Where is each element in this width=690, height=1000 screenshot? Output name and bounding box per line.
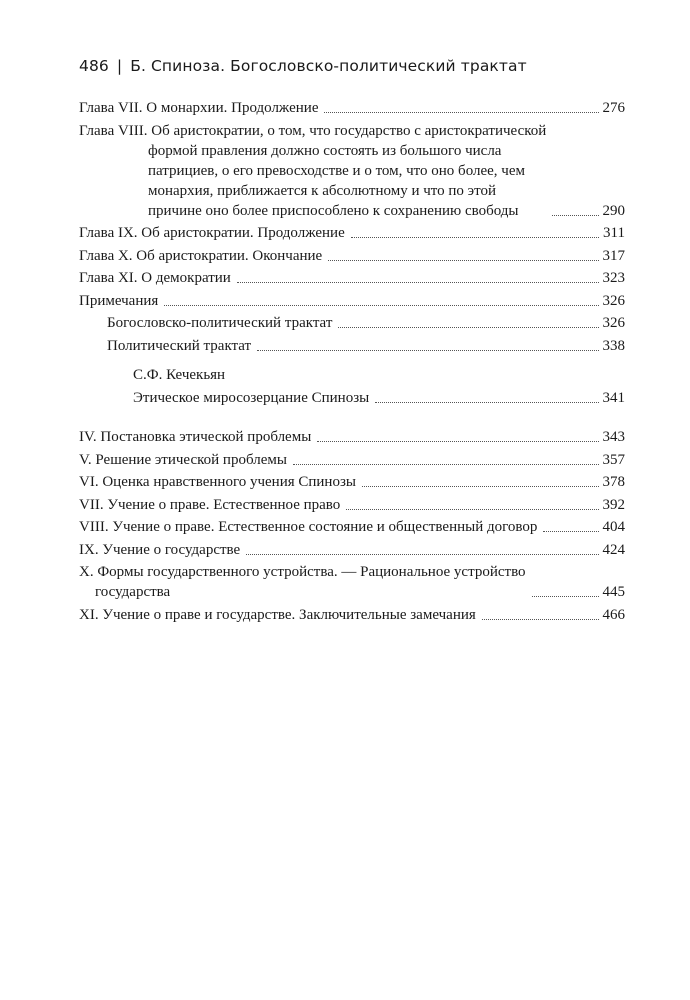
- header-title: Б. Спиноза. Богословско-политический трактат: [130, 57, 527, 75]
- toc-entry-title: [79, 223, 345, 243]
- toc-entry-page: 378: [602, 474, 625, 490]
- toc-entry-title-line: Глава VII. О монархии. Продолжение: [79, 100, 319, 116]
- toc-entry-page: 357: [602, 451, 625, 468]
- toc-entry-title: [79, 495, 340, 515]
- toc-entry-page: 404: [602, 519, 625, 535]
- dot-leader: [375, 402, 598, 403]
- toc-entry-title-line: патрициев, о его превосходстве и о том, что оно более, чем: [148, 162, 525, 179]
- toc-entry-title: [79, 427, 311, 447]
- toc-entry-title-line: V. Решение этической проблемы: [79, 451, 287, 468]
- toc-entry[interactable]: [79, 562, 625, 602]
- toc-entry[interactable]: [79, 336, 625, 356]
- toc-entry[interactable]: [133, 388, 625, 408]
- toc-entry-title: [79, 291, 158, 311]
- dot-leader: [351, 237, 599, 238]
- dot-leader: [328, 260, 598, 261]
- section-author: С.Ф. Кечекьян: [133, 367, 226, 383]
- toc-entry-page: 290: [602, 202, 625, 219]
- dot-leader: [324, 112, 598, 113]
- toc-entry-title-line: Политический трактат: [107, 337, 252, 354]
- toc-entry-title: [107, 313, 332, 333]
- toc-entry-page: 323: [602, 270, 625, 286]
- toc-entry-title: [79, 121, 546, 221]
- toc-entry-page: 338: [602, 337, 625, 354]
- toc-entry[interactable]: [79, 472, 625, 492]
- toc-entry-page: 392: [602, 496, 625, 513]
- toc-entry-title: [79, 472, 356, 492]
- toc-entry-title: [79, 268, 231, 288]
- toc-entry[interactable]: [79, 540, 625, 560]
- dot-leader: [482, 619, 599, 620]
- toc-entry-title: [79, 246, 322, 266]
- header-page-number: 486: [79, 57, 109, 75]
- dot-leader: [338, 327, 598, 328]
- toc-entry-title-line: IX. Учение о государстве: [79, 541, 241, 558]
- toc-entry[interactable]: [79, 450, 625, 470]
- dot-leader: [552, 215, 598, 216]
- toc-entry[interactable]: [79, 427, 625, 447]
- toc-entry-title-line: VI. Оценка нравственного учения Спинозы: [79, 474, 356, 490]
- header-separator: |: [116, 57, 123, 75]
- toc-entry[interactable]: [79, 291, 625, 311]
- toc-entry-title-line: VIII. Учение о праве. Естественное состояние и общественный договор: [79, 519, 538, 535]
- dot-leader: [164, 305, 598, 306]
- toc-entry-page: 341: [602, 390, 625, 406]
- toc-entry-page: 326: [602, 292, 625, 309]
- toc-entry-page: 276: [602, 100, 625, 116]
- toc-entry-title-line: Глава XI. О демократии: [79, 270, 231, 286]
- dot-leader: [543, 531, 598, 532]
- toc-entry-title: Этическое миросозерцание Спинозы: [133, 390, 370, 406]
- toc-entry-title: [79, 98, 318, 118]
- dot-leader: [346, 509, 598, 510]
- toc-entry[interactable]: [79, 246, 625, 266]
- toc-entry-title-line: государства: [95, 584, 171, 600]
- toc-entry-title: [79, 540, 240, 560]
- dot-leader: [317, 441, 598, 442]
- dot-leader: [246, 554, 598, 555]
- toc-part-a: [79, 98, 625, 358]
- toc-entry-title-line: причине оно более приспособлено к сохранению свободы: [148, 202, 519, 219]
- toc-entry-page: 317: [602, 247, 625, 264]
- toc-entry-title: [107, 336, 251, 356]
- toc-entry[interactable]: [79, 313, 625, 333]
- toc-entry[interactable]: [79, 495, 625, 515]
- toc-entry[interactable]: [79, 98, 625, 118]
- toc-section-kechekyan: [133, 365, 625, 411]
- toc-entry[interactable]: [79, 517, 625, 537]
- toc-entry-title-line: XI. Учение о праве и государстве. Заключительные замечания: [79, 606, 476, 623]
- toc-entry-title-line: Глава VIII. Об аристократии, о том, что государство с аристократической: [79, 122, 547, 139]
- toc-entry-page: 326: [602, 315, 625, 331]
- toc-entry-title-line: VII. Учение о праве. Естественное право: [79, 496, 341, 513]
- toc-entry-title-line: Примечания: [79, 292, 159, 309]
- dot-leader: [532, 596, 599, 597]
- dot-leader: [293, 464, 599, 465]
- toc-entry-title: [79, 562, 526, 602]
- toc-part-c: [79, 427, 625, 627]
- toc-entry-title-line: Глава X. Об аристократии. Окончание: [79, 247, 323, 264]
- toc-entry-page: 311: [603, 225, 625, 241]
- toc-entry-title: [79, 450, 287, 470]
- toc-entry-title-line: Богословско-политический трактат: [107, 315, 333, 331]
- toc-entry-title-line: формой правления должно состоять из большого числа: [148, 142, 502, 159]
- dot-leader: [257, 350, 598, 351]
- toc-entry-title-line: IV. Постановка этической проблемы: [79, 429, 312, 445]
- toc-entry-title: [79, 605, 476, 625]
- toc-entry-title-line: монархия, приближается к абсолютному и что по этой: [148, 182, 497, 199]
- toc-entry[interactable]: [79, 121, 625, 221]
- running-header: [79, 57, 527, 75]
- dot-leader: [237, 282, 599, 283]
- toc-entry[interactable]: [79, 268, 625, 288]
- toc-entry-page: 466: [602, 606, 625, 623]
- toc-entry-page: 424: [602, 541, 625, 558]
- dot-leader: [362, 486, 599, 487]
- toc-entry-page: 445: [602, 584, 625, 600]
- toc-entry-title: [79, 517, 537, 537]
- toc-entry-title-line: X. Формы государственного устройства. — Рациональное устройство: [79, 564, 526, 580]
- toc-entry-page: 343: [602, 429, 625, 445]
- toc-entry-title-line: Глава IX. Об аристократии. Продолжение: [79, 225, 345, 241]
- toc-entry[interactable]: [79, 223, 625, 243]
- toc-entry[interactable]: [79, 605, 625, 625]
